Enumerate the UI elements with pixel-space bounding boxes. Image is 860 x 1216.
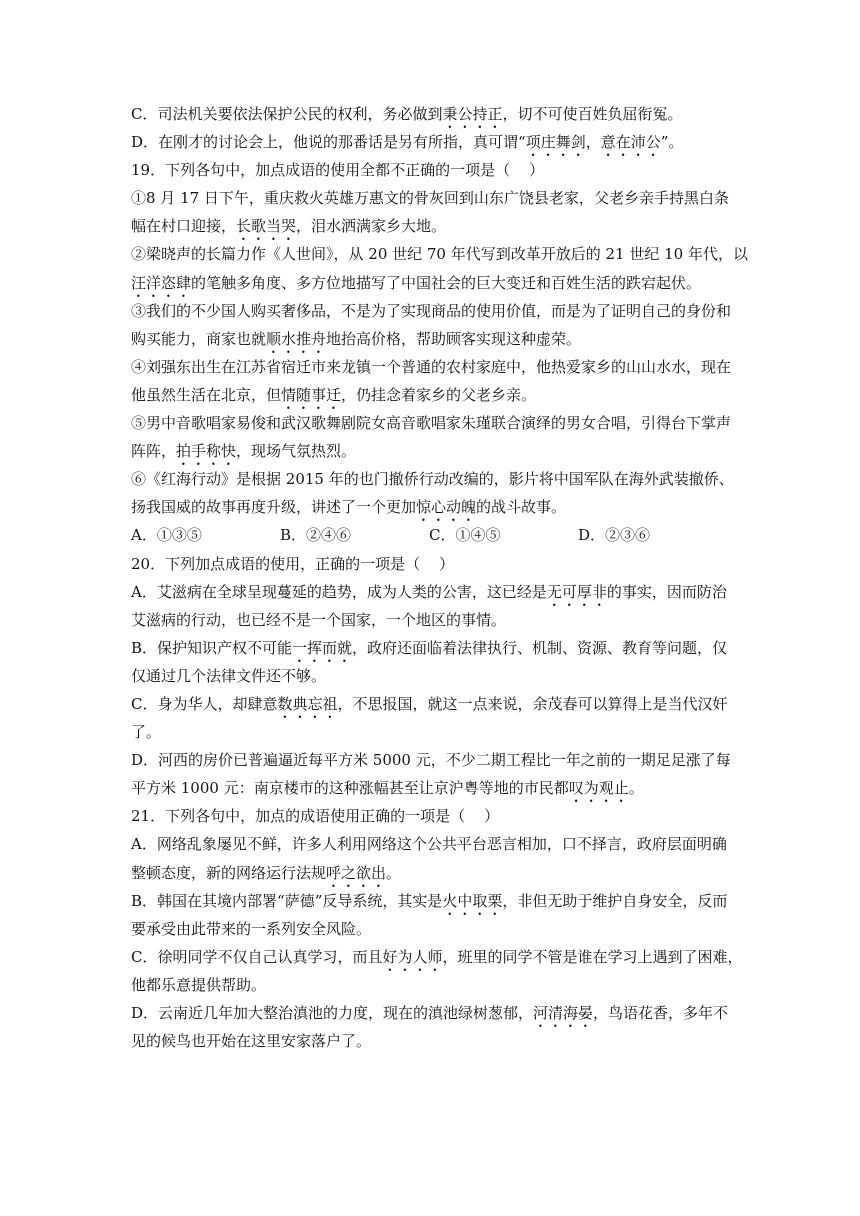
dotted-idiom: 顺水推舟	[266, 329, 327, 348]
text-run: 的战斗故事。	[476, 498, 567, 517]
text-run: B．韩国在其境内部署“萨德”反导系统，其实是	[131, 891, 443, 910]
dotted-idiom: 汪洋恣肆	[131, 273, 192, 292]
answer-choices-19	[131, 521, 731, 549]
text-line	[131, 184, 731, 212]
text-run: 。	[628, 779, 644, 798]
text-run: ，班里的同学不管是谁在学习上遇到了困难，	[442, 947, 743, 966]
text-line	[131, 943, 743, 971]
text-run: ，不思报国，就这一点来说，余茂春可以算得上是当代汉奸	[337, 694, 728, 713]
text-line	[131, 830, 731, 858]
text-run: 的笔触多角度、多方位地描写了中国社会的巨大变迁和百姓生活的跌宕起伏。	[191, 273, 702, 292]
text-run: 的事实，因而防治	[606, 582, 727, 601]
text-run: 地抬高价格，帮助顾客实现这种虚荣。	[326, 329, 582, 348]
text-run: C．身为华人，却肆意	[131, 694, 278, 713]
text-line	[131, 353, 731, 381]
text-run: 了。	[131, 723, 162, 742]
text-line	[131, 802, 731, 830]
text-run: 购买能力，商家也就	[131, 329, 267, 348]
text-line	[131, 325, 731, 353]
text-run: A．网络乱象屡见不鲜，许多人利用网络这个公共平台恶言相加，口不择言，政府层面明确	[131, 835, 727, 854]
text-run: D．河西的房价已普遍逼近每平方米 5000 元，不少二期工程比一年之前的一期足足涨了每	[131, 751, 731, 770]
text-run: ②梁晓声的长篇力作《人世间》，从 20 世纪 70 年代写到改革开放后的 21 世纪 10 年代，以	[131, 245, 748, 264]
text-run: 幅在村口迎接，	[131, 217, 237, 236]
text-line	[131, 437, 731, 465]
text-line	[131, 578, 731, 606]
choice-b: B．②④⑥	[280, 526, 352, 545]
text-run: 扬我国威的故事再度升级，讲述了一个更加	[131, 498, 417, 517]
choice-a: A．①③⑤	[131, 526, 202, 545]
text-line	[131, 240, 748, 268]
dotted-idiom: 长歌当哭	[236, 217, 297, 236]
text-run: ，政府还面临着法律执行、机制、资源、教育等问题，仅	[352, 638, 728, 657]
text-run: ”。	[660, 133, 684, 152]
question-block-20-21	[131, 550, 743, 1056]
text-run: ①8 月 17 日下午，重庆救火英雄万惠文的骨灰回到山东广饶县老家，父老乡亲手持黑白条	[131, 189, 729, 208]
question-block-18-19	[131, 100, 748, 521]
dotted-idiom: 情随事迁	[281, 385, 342, 404]
text-run: C．徐明同学不仅自己认真学习，而且	[131, 947, 383, 966]
text-run: 他都乐意提供帮助。	[131, 975, 267, 994]
text-run: ③我们的不少国人购买奢侈品，不是为了实现商品的使用价值，而是为了证明自己的身份和	[131, 301, 732, 320]
text-run: ，非但无助于维护自身安全，反而	[502, 891, 728, 910]
text-line	[131, 1027, 731, 1055]
text-line	[131, 690, 731, 718]
text-line	[131, 128, 731, 156]
text-run: 。	[386, 863, 402, 882]
text-run: B．保护知识产权不可能	[131, 638, 293, 657]
dotted-idiom: 叹为观止	[568, 779, 629, 798]
text-line	[131, 381, 731, 409]
text-line	[131, 100, 731, 128]
dotted-idiom: 项庄舞剑，意在沛公	[525, 133, 661, 152]
text-line	[131, 212, 731, 240]
dotted-idiom: 数典忘祖	[277, 694, 338, 713]
text-run: 要承受由此带来的一系列安全风险。	[131, 919, 372, 938]
dotted-idiom: 无可厚非	[546, 582, 607, 601]
text-line	[131, 971, 731, 999]
text-line	[131, 493, 731, 521]
text-run: 阵阵，	[131, 442, 177, 461]
dotted-idiom: 好为人师	[382, 947, 443, 966]
text-line	[131, 774, 731, 802]
choice-c: C．①④⑤	[429, 526, 501, 545]
dotted-idiom: 一挥而就	[292, 638, 353, 657]
text-line	[131, 156, 731, 184]
text-run: D．云南近几年加大整治滇池的力度，现在的滇池绿树葱郁，	[131, 1004, 534, 1022]
text-line	[131, 409, 731, 437]
document-body	[131, 100, 748, 1055]
text-run: 艾滋病的行动，也已经不是一个国家，一个地区的事情。	[131, 610, 507, 629]
text-run: 19．下列各句中，加点成语的使用全都不正确的一项是（ ）	[131, 161, 545, 180]
text-line	[131, 887, 731, 915]
text-run: ⑥《红海行动》是根据 2015 年的也门撤侨行动改编的，影片将中国军队在海外武装撤侨、	[131, 470, 734, 489]
text-line	[131, 915, 731, 943]
text-line	[131, 550, 731, 578]
text-run: 平方米 1000 元：南京楼市的这种涨幅甚至让京沪粤等地的市民都	[131, 779, 569, 798]
text-run: 他虽然生活在北京，但	[131, 385, 282, 404]
text-run: C．司法机关要依法保护公民的权利，务必做到	[131, 105, 443, 123]
dotted-idiom: 呼之欲出	[326, 863, 387, 882]
text-run: 见的候鸟也开始在这里安家落户了。	[131, 1032, 372, 1051]
text-line	[131, 718, 731, 746]
text-run: ，鸟语花香，多年不	[593, 1004, 729, 1022]
text-line	[131, 465, 734, 493]
text-run: 20．下列加点成语的使用，正确的一项是（ ）	[131, 554, 455, 573]
text-line	[131, 746, 731, 774]
text-run: 仅通过几个法律文件还不够。	[131, 666, 327, 685]
text-run: A．艾滋病在全球呈现蔓延的趋势，成为人类的公害，这已经是	[131, 582, 547, 601]
text-run: ，切不可使百姓负屈衔冤。	[502, 105, 683, 123]
text-line	[131, 662, 731, 690]
text-run: 21．下列各句中，加点的成语使用正确的一项是（ ）	[131, 807, 500, 826]
text-run: ④刘强东出生在江苏省宿迁市来龙镇一个普通的农村家庭中，他热爱家乡的山山水水，现在	[131, 357, 732, 376]
text-line	[131, 269, 731, 297]
text-run: ，仍挂念着家乡的父老乡亲。	[341, 385, 537, 404]
text-line	[131, 859, 731, 887]
dotted-idiom: 火中取栗	[442, 891, 503, 910]
text-run: ⑤男中音歌唱家易俊和武汉歌舞剧院女高音歌唱家朱瑾联合演绎的男女合唱，引得台下掌声	[131, 414, 732, 433]
text-run: 整顿态度，新的网络运行法规	[131, 863, 327, 882]
text-run: ，现场气氛热烈。	[236, 442, 357, 461]
text-line	[131, 999, 731, 1027]
text-run: D．在刚才的讨论会上，他说的那番话是另有所指，真可谓“	[131, 133, 526, 152]
text-line	[131, 634, 731, 662]
text-run: ，泪水洒满家乡大地。	[296, 217, 447, 236]
dotted-idiom: 拍手称快	[176, 442, 237, 461]
text-line	[131, 606, 731, 634]
dotted-idiom: 惊心动魄	[416, 498, 477, 517]
dotted-idiom: 河清海晏	[533, 1004, 594, 1022]
dotted-idiom: 秉公持正	[442, 105, 503, 123]
choice-d: D．②③⑥	[578, 526, 651, 545]
text-line	[131, 297, 731, 325]
